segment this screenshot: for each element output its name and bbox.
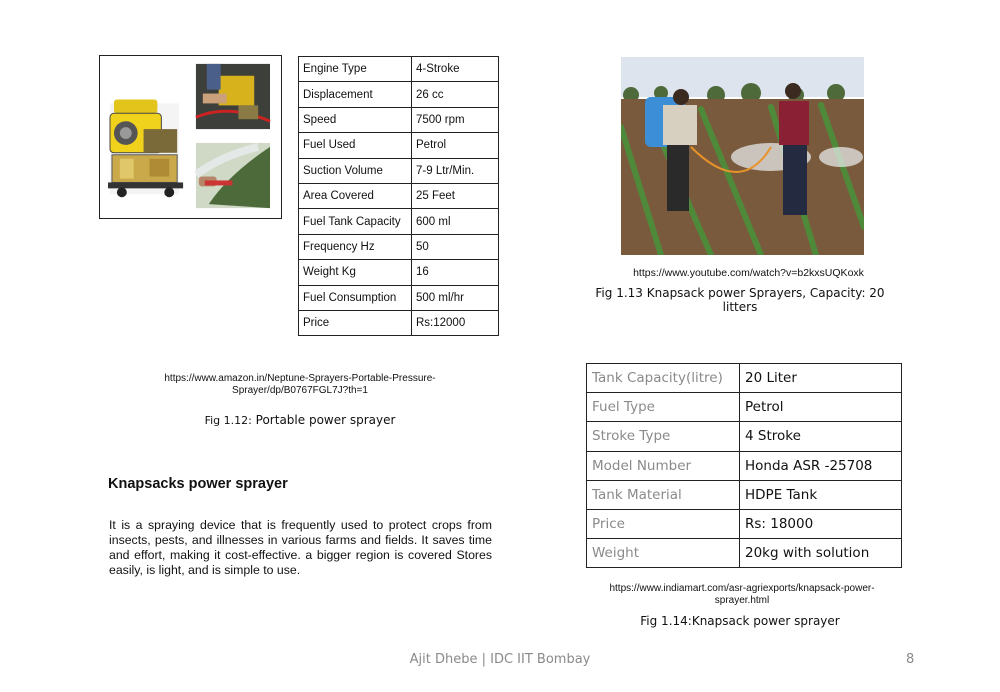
portable-sprayer-spec-table: [298, 56, 499, 336]
amazon-source-link[interactable]: https://www.amazon.in/Neptune-Sprayers-Portable-Pressure-Sprayer/dp/B0767FGL7J?th=1: [164, 373, 436, 396]
spec-value: Honda ASR -25708: [740, 451, 902, 480]
spec-key: Engine Type: [299, 57, 412, 82]
youtube-source-link[interactable]: https://www.youtube.com/watch?v=b2kxsUQKoxk: [633, 267, 864, 279]
figure-number: Fig 1.12:: [204, 414, 252, 427]
spec-value: 25 Feet: [412, 183, 499, 208]
spec-key: Frequency Hz: [299, 234, 412, 259]
spec-key: Price: [587, 509, 740, 538]
table-row: [299, 209, 499, 234]
figure-caption-1-12: [150, 413, 450, 427]
sprayer-machine-image: [108, 99, 183, 197]
table-row: [587, 539, 902, 568]
section-heading: Knapsacks power sprayer: [108, 476, 288, 492]
spec-value: Petrol: [412, 133, 499, 158]
spec-value: 600 ml: [412, 209, 499, 234]
spec-key: Model Number: [587, 451, 740, 480]
spec-value: 7-9 Ltr/Min.: [412, 158, 499, 183]
spec-value: 4 Stroke: [740, 422, 902, 451]
table-row: [299, 285, 499, 310]
table-row: [587, 422, 902, 451]
spec-key: Fuel Type: [587, 393, 740, 422]
figure-caption-1-14: Fig 1.14:Knapsack power sprayer: [640, 614, 840, 628]
spray-gun-image: [196, 143, 270, 208]
table-row: [587, 480, 902, 509]
indiamart-source-link[interactable]: https://www.indiamart.com/asr-agriexports/knapsack-power-sprayer.html: [609, 583, 875, 606]
spec-key: Weight Kg: [299, 260, 412, 285]
spec-value: HDPE Tank: [740, 480, 902, 509]
table-row: [587, 509, 902, 538]
table-row: [299, 310, 499, 335]
spec-value: 50: [412, 234, 499, 259]
spec-key: Speed: [299, 107, 412, 132]
portable-sprayer-photos: [99, 55, 282, 219]
spec-value: Rs:12000: [412, 310, 499, 335]
spec-key: Displacement: [299, 82, 412, 107]
knapsack-field-photo: [621, 57, 864, 255]
spec-key: Area Covered: [299, 183, 412, 208]
table-row: [587, 451, 902, 480]
spec-value: Petrol: [740, 393, 902, 422]
section-body: It is a spraying device that is frequently used to protect crops from insects, pests, and illnesses in various farms and fields. It saves time and effort, making it cost-effective. a bigger region is covered Stores easily, is light, and is simple to use.: [109, 518, 492, 577]
footer-author: Ajit Dhebe | IDC IIT Bombay: [409, 652, 591, 667]
spec-value: 16: [412, 260, 499, 285]
spec-value: 500 ml/hr: [412, 285, 499, 310]
spec-key: Tank Material: [587, 480, 740, 509]
spec-key: Suction Volume: [299, 158, 412, 183]
table-row: [299, 260, 499, 285]
table-row: [587, 364, 902, 393]
spec-value: 20 Liter: [740, 364, 902, 393]
spec-key: Fuel Tank Capacity: [299, 209, 412, 234]
spec-key: Fuel Consumption: [299, 285, 412, 310]
table-row: [299, 183, 499, 208]
spec-value: 26 cc: [412, 82, 499, 107]
spec-value: 7500 rpm: [412, 107, 499, 132]
table-row: [587, 393, 902, 422]
spec-key: Weight: [587, 539, 740, 568]
figure-caption-1-13: Fig 1.13 Knapsack power Sprayers, Capacity: 20 litters: [595, 286, 885, 314]
figure-caption-text: Portable power sprayer: [255, 413, 396, 427]
table-row: [299, 234, 499, 259]
sprayer-hands-image: [196, 64, 270, 129]
spec-key: Tank Capacity(litre): [587, 364, 740, 393]
table-row: [299, 82, 499, 107]
table-row: [299, 57, 499, 82]
table-row: [299, 133, 499, 158]
page-number: 8: [906, 652, 915, 667]
spec-key: Stroke Type: [587, 422, 740, 451]
table-row: [299, 107, 499, 132]
table-row: [299, 158, 499, 183]
spec-value: 20kg with solution: [740, 539, 902, 568]
spec-key: Fuel Used: [299, 133, 412, 158]
spec-key: Price: [299, 310, 412, 335]
spec-value: Rs: 18000: [740, 509, 902, 538]
knapsack-spec-table: [586, 363, 902, 568]
spec-value: 4-Stroke: [412, 57, 499, 82]
